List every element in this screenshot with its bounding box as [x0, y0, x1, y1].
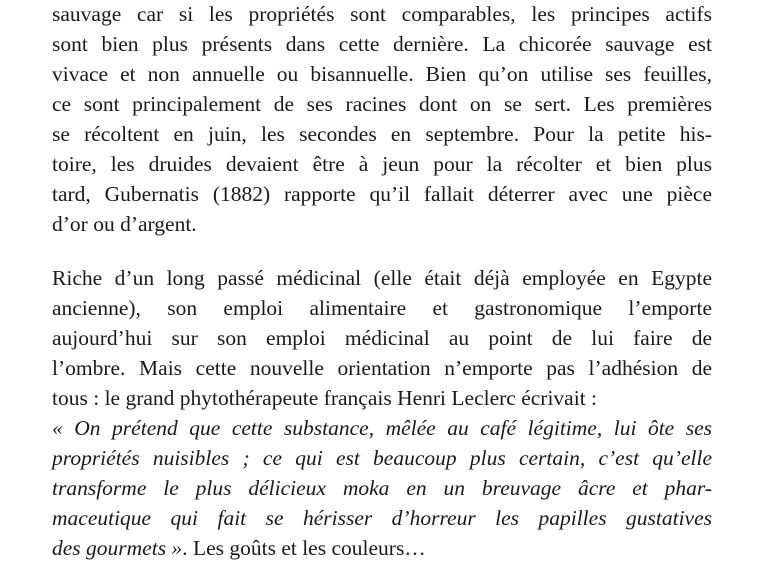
quote-line: transforme le plus délicieux moka en un breuvage âcre et phar- [52, 476, 712, 500]
text-line: tard, Gubernatis (1882) rapporte qu’il fallait déterrer avec une pièce [52, 182, 712, 206]
text-line: vivace et non annuelle ou bisannuelle. Bien qu’on utilise ses feuilles, [52, 62, 712, 86]
text-line: l’ombre. Mais cette nouvelle orientation n’emporte pas l’adhésion de [52, 356, 712, 380]
text-line: tous : le grand phytothérapeute français Henri Leclerc écrivait : [52, 386, 598, 410]
text-line: ce sont principalement de ses racines dont on se sert. Les premières [52, 92, 712, 116]
text-line: toire, les druides devaient être à jeun pour la récolter et bien plus [52, 152, 712, 176]
quote-line: « On prétend que cette substance, mêlée au café légitime, lui ôte ses [52, 416, 712, 440]
text-line: ancienne), son emploi alimentaire et gastronomique l’emporte [52, 296, 712, 320]
quote-line: propriétés nuisibles ; ce qui est beaucoup plus certain, c’est qu’elle [52, 446, 712, 470]
closing-remark: . Les goûts et les couleurs… [182, 536, 426, 560]
text-line-final [52, 538, 426, 564]
text-line: sauvage car si les propriétés sont comparables, les principes actifs [52, 2, 712, 26]
quote-ending: des gourmets » [52, 536, 183, 560]
text-line: Riche d’un long passé médicinal (elle était déjà employée en Egypte [52, 266, 712, 290]
text-line: se récoltent en juin, les secondes en septembre. Pour la petite his- [52, 122, 712, 146]
quote-line: maceutique qui fait se hérisser d’horreur les papilles gustatives [52, 506, 712, 530]
text-line: sont bien plus présents dans cette dernière. La chicorée sauvage est [52, 32, 712, 56]
text-line: d’or ou d’argent. [52, 212, 197, 236]
text-line: aujourd’hui sur son emploi médicinal au point de lui faire de [52, 326, 712, 350]
